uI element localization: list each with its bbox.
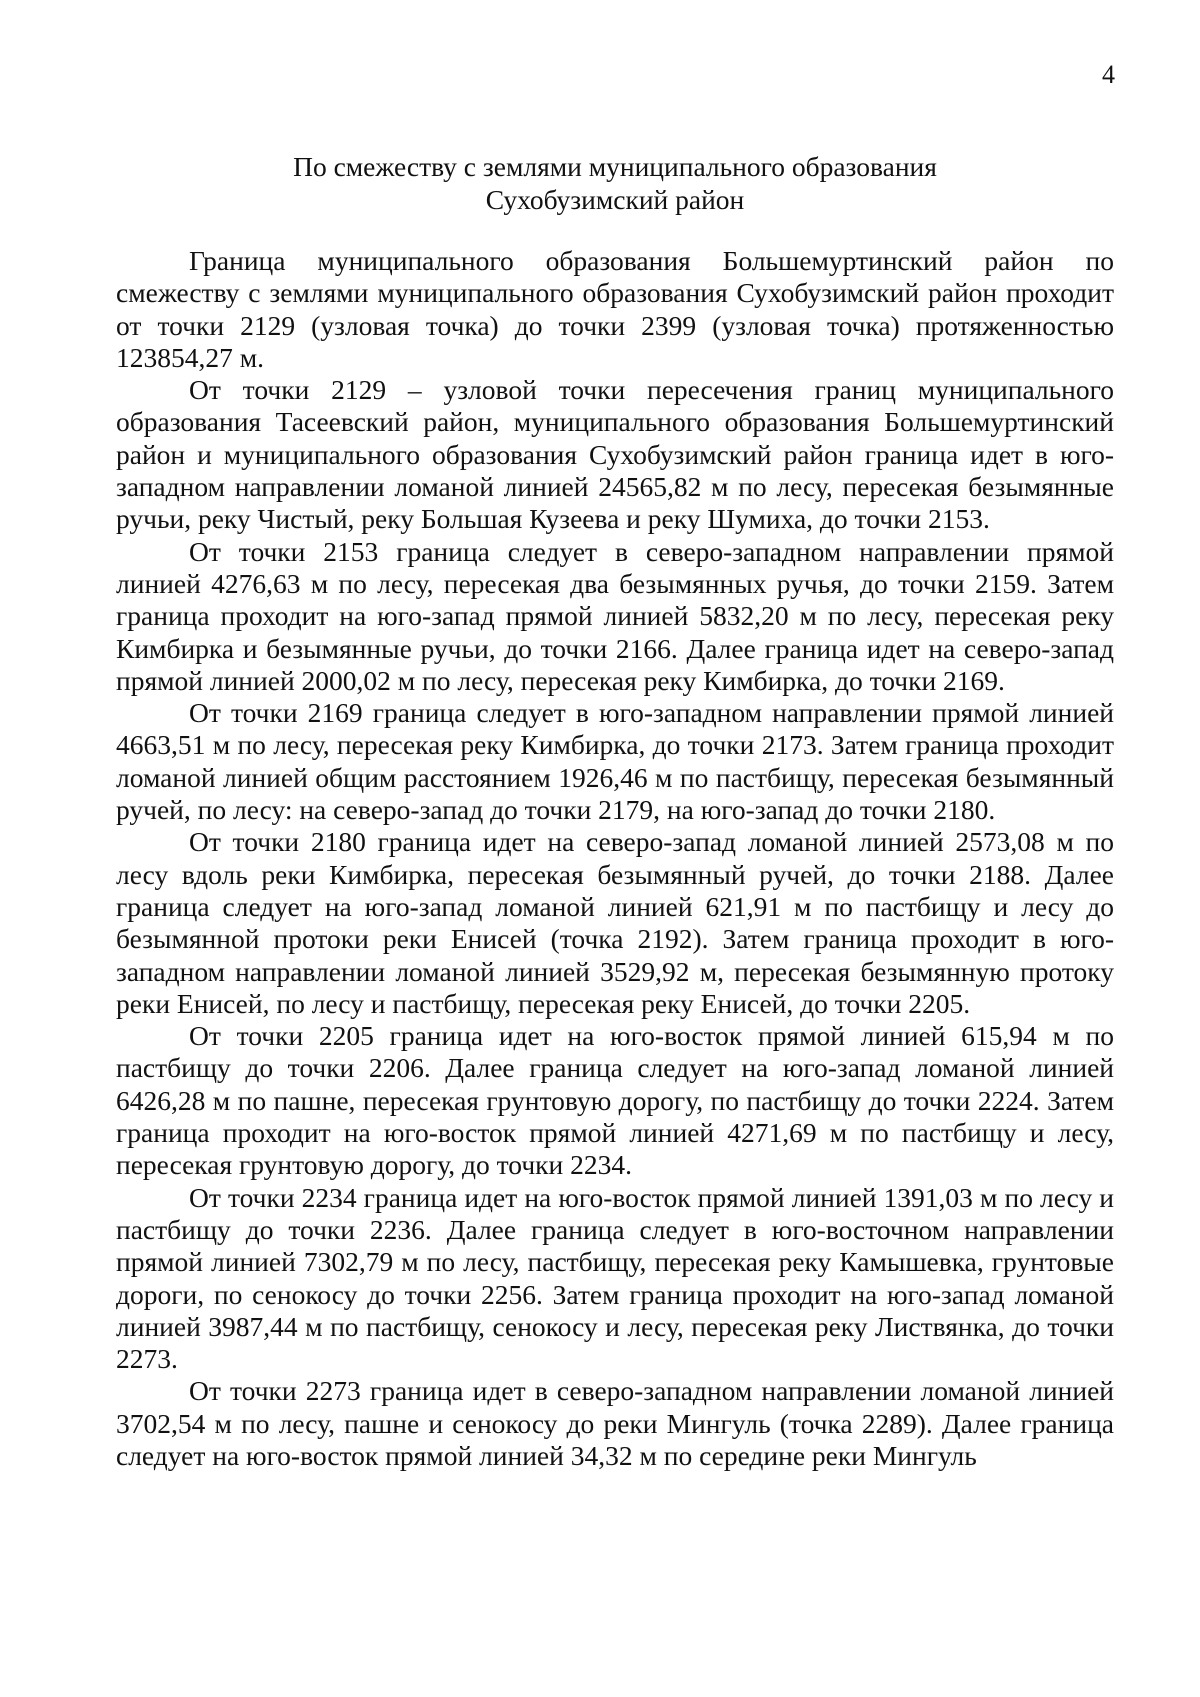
paragraph: От точки 2234 граница идет на юго-восток прямой линией 1391,03 м по лесу и пастбищу до точки 2236. Далее граница следует в юго-восточном направлении прямой линией 7302,79 м по лесу, пастбищу, пересекая реку Камышевка, грунтовые дороги, по сенокосу до точки 2256. Затем граница проходит на юго-запад ломаной линией 3987,44 м по пастбищу, сенокосу и лесу, пересекая реку Листвянка, до точки 2273. <box>116 1181 1114 1375</box>
document-body <box>116 245 1114 1472</box>
paragraph: От точки 2273 граница идет в северо-западном направлении ломаной линией 3702,54 м по лесу, пашне и сенокосу до реки Мингуль (точка 2289). Далее граница следует на юго-восток прямой линией 34,32 м по середине реки Мингуль <box>116 1375 1114 1471</box>
section-heading <box>115 150 1115 216</box>
page-number: 4 <box>1102 60 1115 89</box>
paragraph: От точки 2180 граница идет на северо-запад ломаной линией 2573,08 м по лесу вдоль реки Кимбирка, пересекая безымянный ручей, до точки 2188. Далее граница следует на юго-запад ломаной линией 621,91 м по пастбищу и лесу до безымянной протоки реки Енисей (точка 2192). Затем граница проходит в юго-западном направлении ломаной линией 3529,92 м, пересекая безымянную протоку реки Енисей, по лесу и пастбищу, пересекая реку Енисей, до точки 2205. <box>116 826 1114 1019</box>
heading-line-1: По смежеству с землями муниципального образования <box>293 151 937 182</box>
heading-line-2: Сухобузимский район <box>485 184 745 215</box>
paragraph: Граница муниципального образования Большемуртинский район по смежеству с землями муниципального образования Сухобузимский район проходит от точки 2129 (узловая точка) до точки 2399 (узловая точка) протяженностью 123854,27 м. <box>116 245 1114 373</box>
paragraph: От точки 2205 граница идет на юго-восток прямой линией 615,94 м по пастбищу до точки 2206. Далее граница следует на юго-запад ломаной линией 6426,28 м по пашне, пересекая грунтовую дорогу, по пастбищу до точки 2224. Затем граница проходит на юго-восток прямой линией 4271,69 м по пастбищу и лесу, пересекая грунтовую дорогу, до точки 2234. <box>116 1020 1114 1181</box>
paragraph: От точки 2169 граница следует в юго-западном направлении прямой линией 4663,51 м по лесу, пересекая реку Кимбирка, до точки 2173. Затем граница проходит ломаной линией общим расстоянием 1926,46 м по пастбищу, пересекая безымянный ручей, по лесу: на северо-запад до точки 2179, на юго-запад до точки 2180. <box>116 697 1114 826</box>
paragraph: От точки 2129 – узловой точки пересечения границ муниципального образования Тасеевский район, муниципального образования Большемуртинский район и муниципального образования Сухобузимский район граница идет в юго-западном направлении ломаной линией 24565,82 м по лесу, пересекая безымянные ручьи, реку Чистый, реку Большая Кузеева и реку Шумиха, до точки 2153. <box>116 374 1114 535</box>
paragraph: От точки 2153 граница следует в северо-западном направлении прямой линией 4276,63 м по лесу, пересекая два безымянных ручья, до точки 2159. Затем граница проходит на юго-запад прямой линией 5832,20 м по лесу, пересекая реку Кимбирка и безымянные ручьи, до точки 2166. Далее граница идет на северо-запад прямой линией 2000,02 м по лесу, пересекая реку Кимбирка, до точки 2169. <box>116 535 1114 696</box>
